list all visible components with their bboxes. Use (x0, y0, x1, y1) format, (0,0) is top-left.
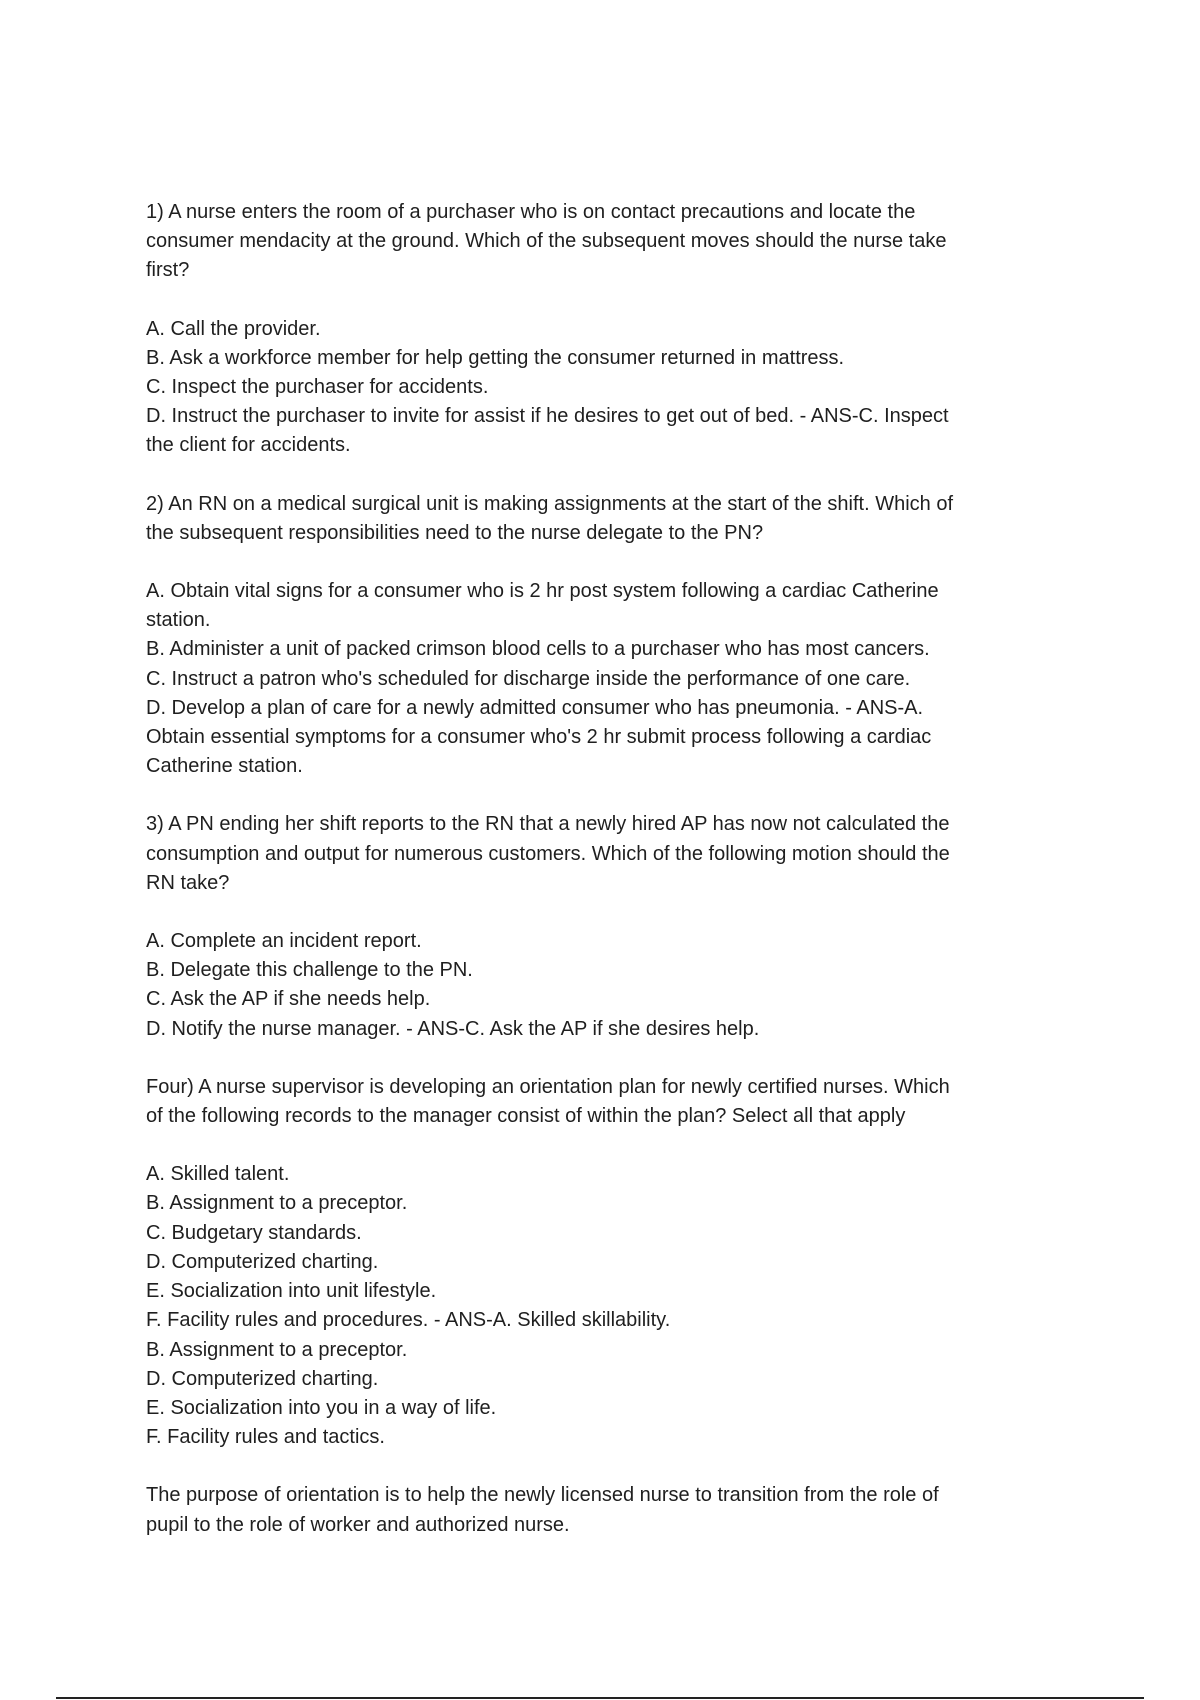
answer-option: D. Computerized charting. (146, 1367, 379, 1390)
answer-option: Obtain essential symptoms for a consumer who's 2 hr submit process following a cardiac (146, 726, 932, 749)
answer-option: B. Assignment to a preceptor. (146, 1338, 408, 1361)
question-2-stem (146, 490, 1046, 548)
answer-option: C. Budgetary standards. (146, 1221, 362, 1244)
question-stem-line: RN take? (146, 871, 230, 894)
answer-option: D. Computerized charting. (146, 1250, 379, 1273)
answer-option: the client for accidents. (146, 434, 351, 457)
question-1-options (146, 315, 1046, 461)
question-stem-line: 2) An RN on a medical surgical unit is making assignments at the start of the shift. Which of (146, 492, 954, 515)
question-stem-line: first? (146, 259, 190, 282)
document-page (146, 198, 1046, 1569)
answer-option: C. Ask the AP if she needs help. (146, 988, 431, 1011)
answer-option: B. Administer a unit of packed crimson blood cells to a purchaser who has most cancers. (146, 638, 930, 661)
closing-line: The purpose of orientation is to help the newly licensed nurse to transition from the role of (146, 1484, 939, 1507)
question-stem-line: consumption and output for numerous customers. Which of the following motion should the (146, 842, 950, 865)
answer-option: D. Develop a plan of care for a newly admitted consumer who has pneumonia. - ANS-A. (146, 696, 924, 719)
page-bottom-divider (56, 1697, 1144, 1699)
answer-option: Catherine station. (146, 755, 303, 778)
answer-option: A. Skilled talent. (146, 1163, 290, 1186)
question-stem-line: of the following records to the manager consist of within the plan? Select all that apply (146, 1105, 906, 1128)
question-stem-line: the subsequent responsibilities need to the nurse delegate to the PN? (146, 521, 764, 544)
question-3-stem (146, 810, 1046, 898)
answer-option: F. Facility rules and tactics. (146, 1426, 385, 1449)
question-3-options (146, 927, 1046, 1044)
closing-line: pupil to the role of worker and authorized nurse. (146, 1513, 570, 1536)
closing-paragraph (146, 1481, 1046, 1539)
answer-option: C. Inspect the purchaser for accidents. (146, 376, 489, 399)
answer-option: A. Complete an incident report. (146, 930, 422, 953)
answer-option: B. Ask a workforce member for help getting the consumer returned in mattress. (146, 346, 845, 369)
question-stem-line: consumer mendacity at the ground. Which of the subsequent moves should the nurse take (146, 230, 947, 253)
answer-option: A. Obtain vital signs for a consumer who is 2 hr post system following a cardiac Catherine (146, 580, 939, 603)
answer-option: D. Instruct the purchaser to invite for assist if he desires to get out of bed. - ANS-C. Inspect (146, 405, 949, 428)
question-2-options (146, 577, 1046, 781)
question-stem-line: Four) A nurse supervisor is developing an orientation plan for newly certified nurses. Which (146, 1075, 950, 1098)
question-stem-line: 3) A PN ending her shift reports to the RN that a newly hired AP has now not calculated the (146, 813, 950, 836)
question-stem-line: 1) A nurse enters the room of a purchaser who is on contact precautions and locate the (146, 201, 916, 223)
answer-option: F. Facility rules and procedures. - ANS-A. Skilled skillability. (146, 1309, 671, 1332)
answer-option: B. Delegate this challenge to the PN. (146, 959, 473, 982)
answer-option: B. Assignment to a preceptor. (146, 1192, 408, 1215)
answer-option: E. Socialization into you in a way of life. (146, 1396, 497, 1419)
answer-option: station. (146, 609, 211, 632)
question-4-stem (146, 1073, 1046, 1131)
answer-option: C. Instruct a patron who's scheduled for discharge inside the performance of one care. (146, 667, 911, 690)
answer-option: D. Notify the nurse manager. - ANS-C. Ask the AP if she desires help. (146, 1017, 760, 1040)
question-1-stem (146, 198, 1046, 286)
question-4-options (146, 1160, 1046, 1452)
answer-option: A. Call the provider. (146, 317, 321, 340)
answer-option: E. Socialization into unit lifestyle. (146, 1280, 437, 1303)
